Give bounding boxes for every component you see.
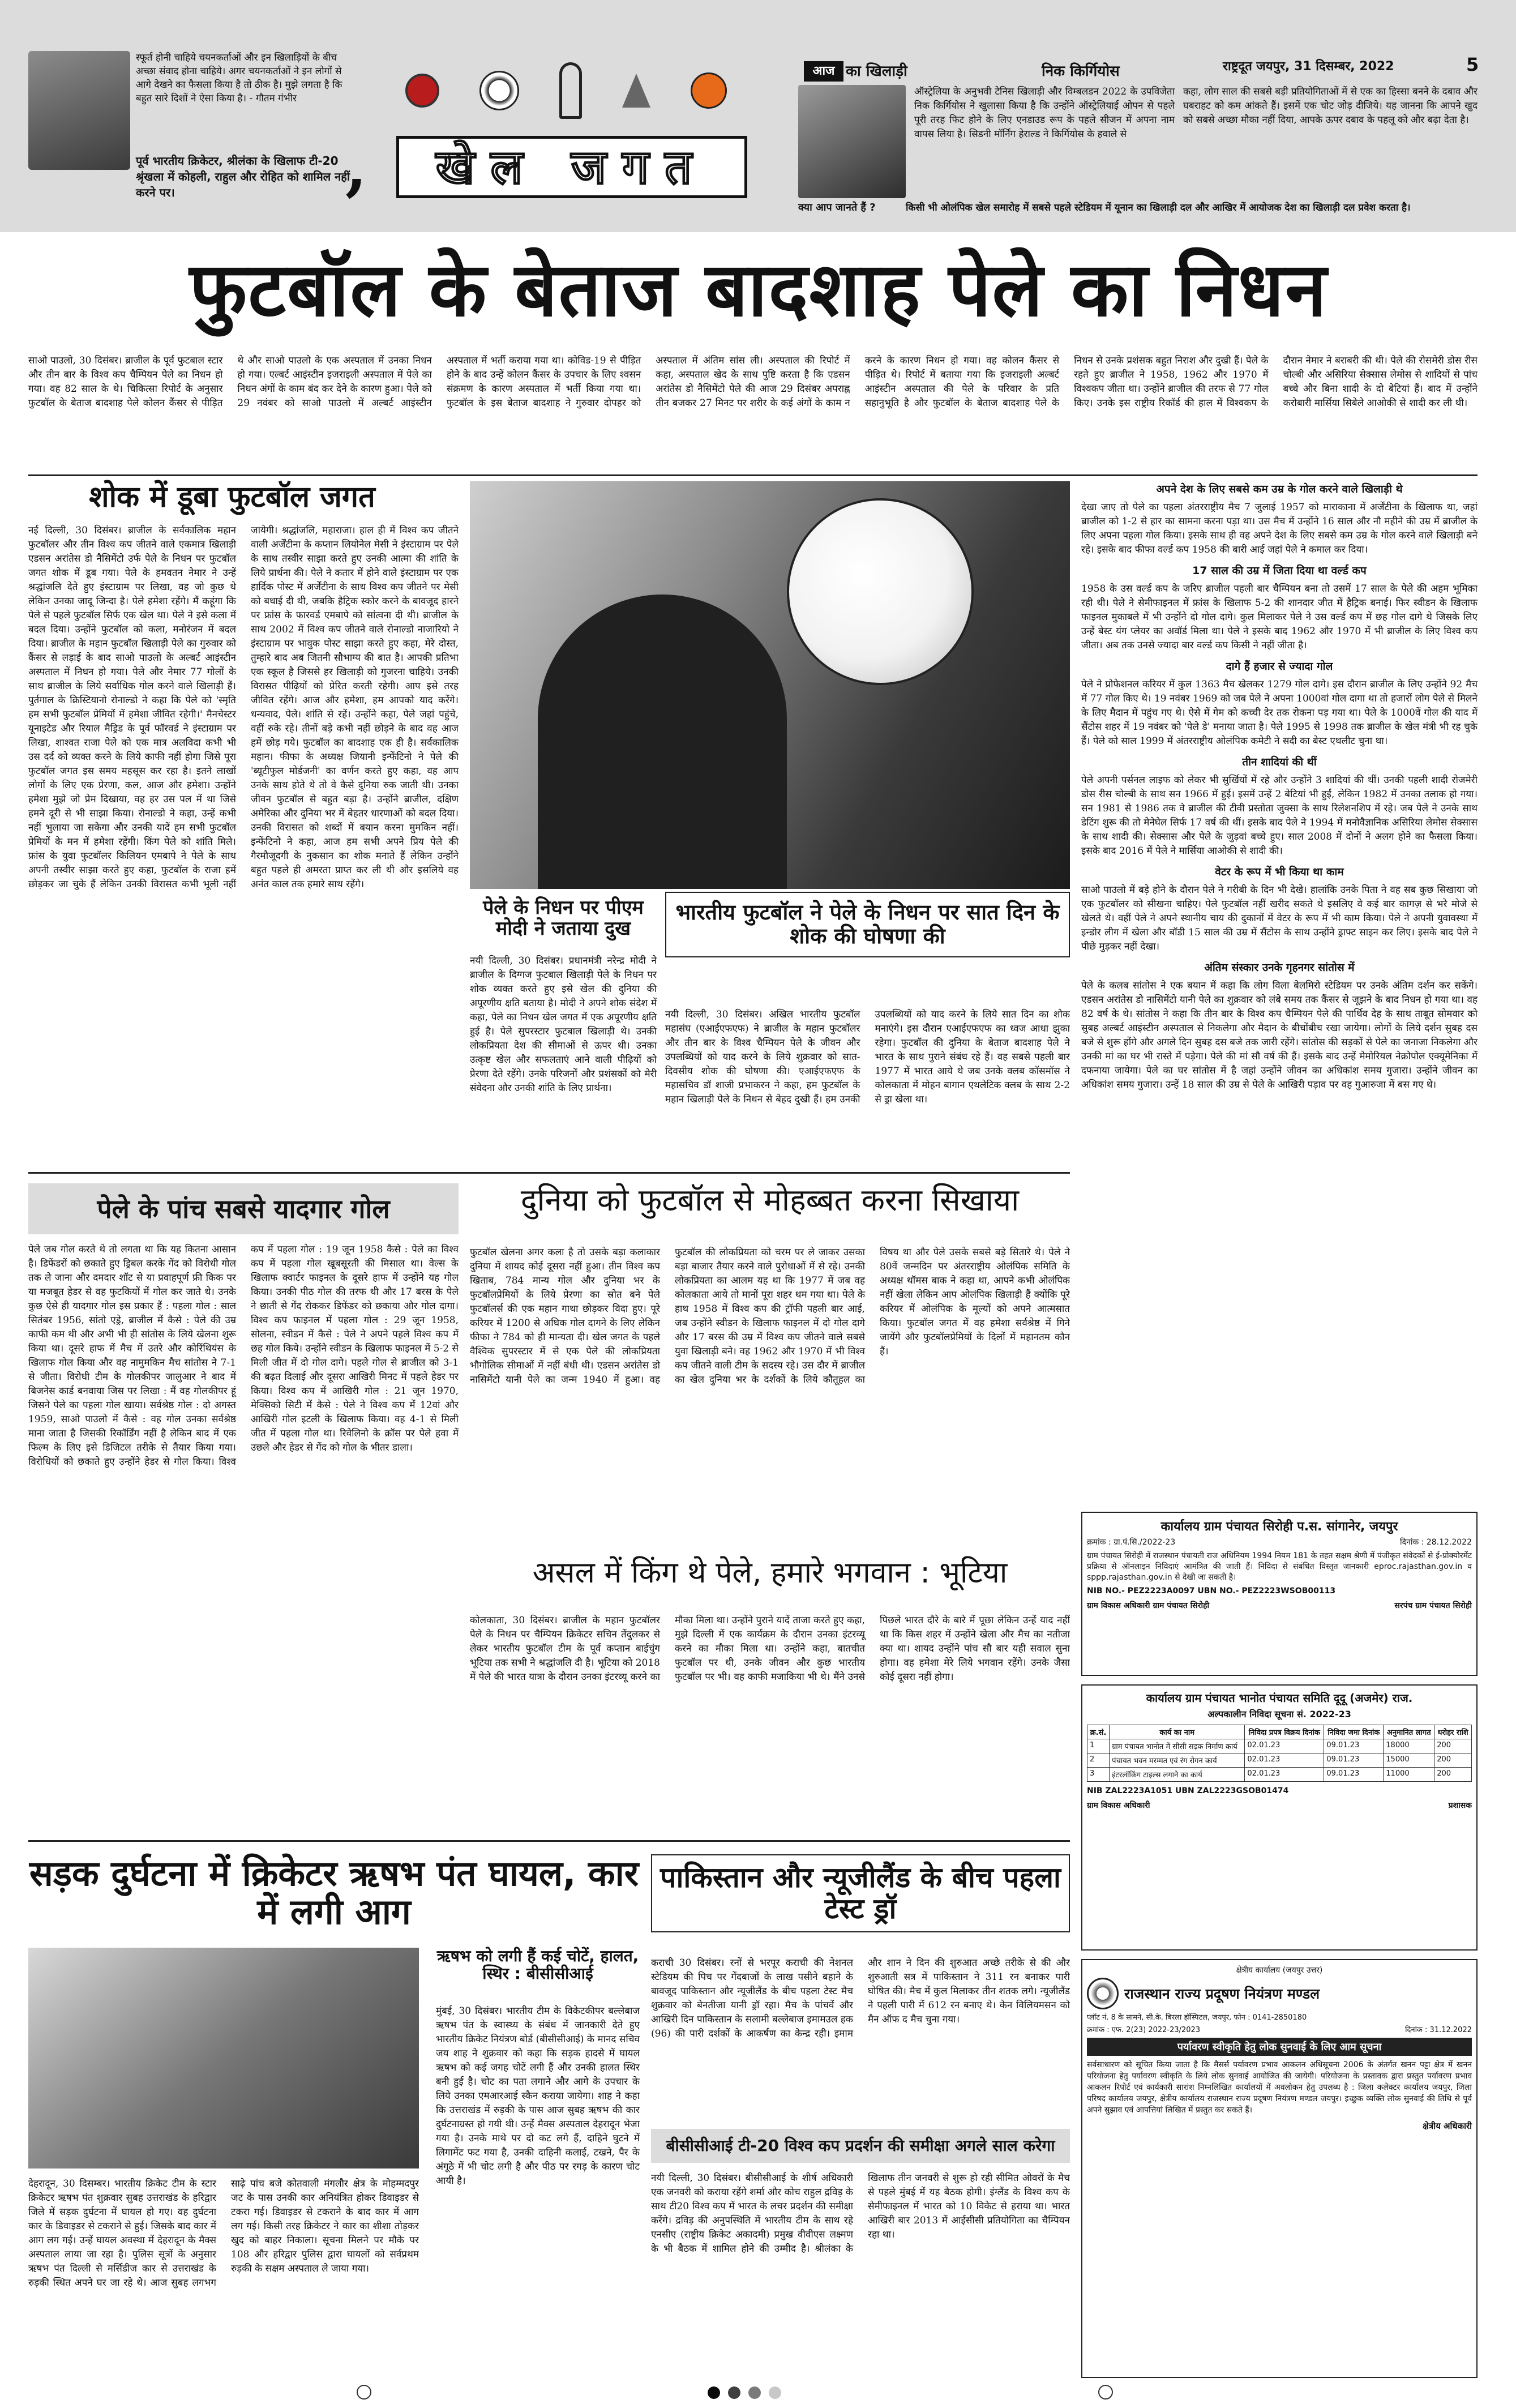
- right-column: [1081, 481, 1478, 1500]
- duniya-body: फुटबॉल खेलना अगर कला है तो उसके बड़ा कलाकार दुनिया में शायद कोई दूसरा नहीं हुआ। तीन विश्व कप खिताब, 784 मान्य गोल और दुनिया भर के फुटबॉलप्रेमियों के लिये प्रेरणा का स्रोत बने पेले फुटबॉलर्स की एक महान गाथा छोड़कर विदा हुए। पूरे करियर में 1200 से अधिक गोल दागने के लिए लेकिन फीफा ने 784 को ही मान्यता दी। खेल जगत के पहले वैश्विक सुपरस्टार में से एक पेले की लोकप्रियता भौगोलिक सीमाओं में नहीं बंधी थी। एडसन अरांतेस डो नासिमेंटो यानी पेले का जन्म 1940 में हुआ। वह फुटबॉल की लोकप्रियता को चरम पर ले जाकर उसका बड़ा बाजार तैयार करने वाले पुरोधाओं में से रहे। उनकी लोकप्रियता का आलम यह था कि 1977 में जब वह कोलकाता आये तो मानों पूरा शहर थम गया था। पेले के हाथ 1958 में विश्व कप की ट्रॉफी पहली बार आई, जब उन्होंने स्वीडन के खिलाफ फाइनल में दो गोल दागे और 17 बरस की उम्र में विश्व कप जीतने वाले सबसे युवा खिलाड़ी बने। वह 1962 और 1970 में भी विश्व कप जीतने वाली टीम के सदस्य रहे। उस दौर में ब्राजील का खेल दुनिया भर के दर्शकों के लिये कौतूहल का विषय था और पेले उसके सबसे बड़े सितारे थे। पेले ने 80वें जन्मदिन पर अंतरराष्ट्रीय ओलंपिक समिति के अध्यक्ष थॉमस बाक ने कहा था, आपने कभी ओलंपिक नहीं खेला लेकिन आप ओलंपिक खिलाड़ी हैं क्योंकि पूरे करियर में ओलंपिक के मूल्यों को अपने आत्मसात किया। फुटबॉल जगत में वह हमेशा सर्वश्रेष्ठ में गिने जायेंगे और फुटबॉलप्रेमियों के दिलों में महानतम कौन हैं।: [470, 1247, 1070, 1385]
- table-header-cell: धरोहर राशि: [1434, 1725, 1472, 1739]
- ka-khiladi-label: का खिलाड़ी: [846, 63, 907, 80]
- table-cell: 02.01.23: [1245, 1739, 1324, 1753]
- s4-body: पेले अपनी पर्सनल लाइफ को लेकर भी सुर्खियों में रहे और उन्होंने 3 शादियां की थीं। उनकी पहली शादी रोजमेरी डोस रीस चोल्बी के साथ सन 1966 में हुई। इसमें उन्हें 2 बेटियां भी हुईं, लेकिन 1982 में उनका तलाक हो गया। सन 1981 से 1986 तक वे ब्राजील की टीवी प्रस्तोता जुक्सा के साथ रिलेशनशिप में रहे। जब पेले ने उनके साथ डेटिंग शुरू की तो मेनेघेल सिर्फ 17 वर्ष की थीं। इसके बाद पेले ने 1994 में मनोवैज्ञानिक असिरिया लेमोस सेक्सास के साथ शादी की। सेक्सास और पेले के जुड़वां बच्चे हुए। साल 2008 में दोनों ने अलग होने का फैसला किया। इसके बाद 2016 में पेले ने मार्सिया आओकी से शादी की।: [1081, 775, 1478, 857]
- bcci-body: नयी दिल्ली, 30 दिसंबर। बीसीसीआई के शीर्ष अधिकारी एक जनवरी को कराया रहेंगे शर्मा और कोच राहुल द्रविड़ के साथ टी20 विश्व कप में भारत के लचर प्रदर्शन की समीक्षा करेंगे। द्रविड़ की अनुपस्थिति में भारतीय टीम के साथ रहे एनसीए (राष्ट्रीय क्रिकेट अकादमी) प्रमुख वीवीएस लक्ष्मण के भी बैठक में शामिल होने की उम्मीद है। श्रीलंका के खिलाफ तीन जनवरी से शुरू हो रही सीमित ओवरों के मैच से पहले मुंबई में यह बैठक होगी। इंग्लैंड के विश्व कप के सेमीफाइनल में भारत को 10 विकेट से हराया था। भारत आखिरी बार 2013 में आईसीसी प्रतियोगिता का चैम्पियन रहा था।: [651, 2172, 1070, 2255]
- table-header-cell: निविदा जमा दिनांक: [1324, 1725, 1384, 1739]
- rspcb-logo-icon: [1087, 1978, 1119, 2009]
- bhutia-body: कोलकाता, 30 दिसंबर। ब्राजील के महान फुटबॉलर पेले के निधन पर चैम्पियन क्रिकेटर सचिन तेंदुलकर से लेकर भारतीय फुटबॉल टीम के पूर्व कप्तान बाईचुंग भूटिया तक सभी ने श्रद्धांजलि दी है। भूटिया को 2018 में पेले की भारत यात्रा के दौरान उनका इंटरव्यू करने का मौका मिला था। उन्होंने पुराने यादें ताजा करते हुए कहा, मुझे दिल्ली में एक कार्यक्रम के दौरान उनका इंटरव्यू करने का मौका मिला था। उन्होंने कहा, बातचीत फुटबॉल पर थी, उनके जीवन और कुछ भारतीय फुटबॉल पर भी। वह काफी मजाकिया भी थे। मैंने उनसे पिछले भारत दौरे के बारे में पूछा लेकिन उन्हें याद नहीं था कि किस शहर में उन्होंने खेला और मैच का नतीजा क्या था। शायद उन्होंने पांच सौ बार यही सवाल सुना होगा। वह हमेशा मेरे लिये भगवान रहेंगे। उनके जैसा कोई दूसरा नहीं होगा।: [470, 1615, 1070, 1683]
- table-cell: 2: [1087, 1753, 1110, 1768]
- divider: [28, 1172, 1070, 1174]
- s5-title: वेटर के रूप में भी किया था काम: [1215, 866, 1344, 878]
- page-number: 5: [1466, 54, 1479, 75]
- ad-bhanot: [1081, 1684, 1478, 1951]
- ad2-table: [1087, 1725, 1472, 1782]
- table-header-cell: कार्य का नाम: [1110, 1725, 1245, 1739]
- pant-sub-headline: ऋषभ को लगी हैं कई चोटें, हालत, स्थिर : बीसीसीआई: [436, 1947, 639, 1983]
- s1-body: देखा जाए तो पेले का पहला अंतरराष्ट्रीय मैच 7 जुलाई 1957 को माराकाना में अर्जेंटीना के खिलाफ था, जहां ब्राजील को 1-2 से हार का सामना करना पड़ा था। उस मैच में उन्होंने 16 साल और नौ महीने की उम्र में ब्राजील के लिए अपना पहला गोल किया। इसके साथ ही वह अपने देश के लिए सबसे कम उम्र के गोल करने वाले खिलाड़ी बने रहे। इसके बाद फीफा वर्ल्ड कप 1958 की बारी आई जहां पेले ने कमाल कर दिया।: [1081, 502, 1478, 555]
- s3-body: पेले ने प्रोफेशनल करियर में कुल 1363 मैच खेलकर 1279 गोल दागे। इस दौरान ब्राजील के लिए उन्होंने 92 मैच में 77 गोल किए थे। 19 नवंबर 1969 को जब पेले ने अपना 1000वां गोल दागा था तो हजारों लोग पेले से मिलने के लिए मैदान में पहुंच गए थे। ऐसे में गेम को कच्ची देर तक रोकना पड़ गया था। पेले के 1000वें गोल की याद में सैंटोस शहर में 19 नवंबर को 'पेले डे' मनाया जाता है। पेले 1995 से 1998 तक ब्राजील के खेल मंत्री भी रह चुके हैं। पेले को साल 1999 में अंतरराष्ट्रीय ओलंपिक कमेटी ने सदी का बेस्ट एथलीट चुना था।: [1081, 679, 1478, 747]
- table-cell: 11000: [1384, 1768, 1434, 1782]
- ad1-nib: NIB NO.- PEZ2223A0097 UBN NO.- PEZ2223WSOB00113: [1087, 1586, 1336, 1596]
- table-cell: 15000: [1384, 1753, 1434, 1768]
- panch-body: पेले जब गोल करते थे तो लगता था कि यह कितना आसान है। डिफेंडरों को छकाते हुए ड्रिबल करके गेंद को विरोधी गोल तक ले जाना और दमदार शॉट से या प्रवाहपूर्ण फ्री किक पर या मजबूत हेडर से वह फुटकियों में गोल कर जाते थे। उनके कुछ ऐसे ही यादगार गोल इस प्रकार हैं : पहला गोल : साल सितंबर 1956, सांतो एड्रे, ब्राजील में कैसे : पेले की उम्र काफी कम थी और अभी भी ही सांतोस के लिये खेलना शुरू किया था। दूसरे हाफ में मैच में उतरे और कोरिंथियंस के खिलाफ गोल किया और वह नामुमकिन मैच सांतोस ने 7-1 से जीता। विरोधी टीम के गोलकीपर जालुआर ने बाद में बिजनेस कार्ड बनवाया जिस पर लिखा : मैं वह गोलकीपर हूं जिसने पेले का पहला गोल खाया। सर्वश्रेष्ठ गोल : दो अगस्त 1959, साओ पाउलो में कैसे : वह गोल उनका सर्वश्रेष्ठ माना जाता है जिसकी रिकॉर्डिंग नहीं है लेकिन बाद में एक फिल्म के लिए इसे डिजिटल तरीके से तैयार किया गया। विरोधियों को छकाते हुए उन्होंने हेडर से गोल किया। विश्व कप में पहला गोल : 19 जून 1958 कैसे : पेले का विश्व कप में पहला गोल खूबसूरती की मिसाल था। वेल्स के खिलाफ क्वार्टर फाइनल के दूसरे हाफ में उन्होंने यह गोल किया। उनकी पीठ गोल की तरफ थी और 17 बरस के पेले ने छाती से गेंद रोककर डिफेंडर को छकाया और गोल दागा। विश्व कप फाइनल में पहला गोल : 29 जून 1958, सोलना, स्वीडन में कैसे : पेले ने अपने पहले विश्व कप में छह गोल किये। उन्होंने स्वीडन के खिलाफ फाइनल में 5-2 से मिली जीत में दो गोल दागे। पहले गोल से ब्राजील को 3-1 की बढ़त दिलाई और दूसरा आखिरी मिनट में पहले हेडर पर किया। विश्व कप में आखिरी गोल : 21 जून 1970, मेक्सिको सिटी में कैसे : पेले ने विश्व कप में 12वां और आखिरी गोल इटली के खिलाफ किया। वह 4-1 से मिली जीत में पहला गोल था। रिवेलिनो के क्रॉस पर पेले हवा में उछले और हेडर से गेंद को गोल के भीतर डाला।: [28, 1244, 459, 1468]
- ad2-nib: NIB ZAL2223A1051 UBN ZAL2223GSOB01474: [1087, 1786, 1289, 1795]
- table-cell: 200: [1434, 1753, 1472, 1768]
- gambhir-portrait: [28, 51, 130, 170]
- ad1-sign-left: ग्राम विकास अधिकारी ग्राम पंचायत सिरोही: [1087, 1601, 1210, 1610]
- pak-headline: पाकिस्तान और न्यूजीलैंड के बीच पहला टेस्ट ड्रॉ: [651, 1854, 1070, 1932]
- table-cell: 200: [1434, 1768, 1472, 1782]
- racket-icon: [559, 62, 582, 119]
- table-cell: 09.01.23: [1324, 1753, 1384, 1768]
- duniya-headline: दुनिया को फुटबॉल से मोहब्बत करना सिखाया: [520, 1182, 1020, 1218]
- pm-body: नयी दिल्ली, 30 दिसंबर। प्रधानमंत्री नरेन्द्र मोदी ने ब्राजील के दिग्गज फुटबाल खिलाड़ी पेले के निधन पर शोक व्यक्त करते हुए इसे खेल की दुनिया की अपूरणीय क्षति बताया है। मोदी ने अपने शोक संदेश में कहा, पेले का निधन खेल जगत में एक अपूरणीय क्षति हुई है। पेले सुपरस्टार फुटबाल खिलाड़ी थे। उनकी लोकप्रियता देश की सीमाओं से ऊपर थी। उनका उत्कृष्ट खेल और सफलताएं आने वाली पीढ़ियों को प्रेरणा देते रहेंगे। उनके परिजनों और प्रशंसकों को मेरी संवेदना और उनकी शांति के लिए प्रार्थना।: [470, 955, 657, 1094]
- s2-body: 1958 के उस वर्ल्ड कप के जरिए ब्राजील पहली बार चैम्पियन बना तो उसमें 17 साल के पेले की अहम भूमिका रही थी। पेले ने सेमीफाइनल में फ्रांस के खिलाफ 5-2 की शानदार जीत में हैट्रिक बनाई। फिर स्वीडन के खिलाफ फाइनल मुकाबले में भी उन्होंने दो गोल दागे। कुल मिलाकर पेले ने उस वर्ल्ड कप में छह गोल दागे थे जिसके लिए उन्हें बेस्ट यंग प्लेयर का अवॉर्ड मिला था। पेले ने इसके बाद 1962 और 1970 में भी ब्राजील के लिए विश्व कप जीता। अब तक उनसे ज्यादा बार वर्ल्ड कप किसी ने नहीं जीता है।: [1081, 583, 1478, 651]
- shok-body: नई दिल्ली, 30 दिसंबर। ब्राजील के सर्वकालिक महान फुटबॉलर और तीन विश्व कप जीतने वाले एकमात्र खिलाड़ी एडसन अरांतेस डो नैसिमेंटो उर्फ पेले के निधन पर फुटबॉल जगत शोक में डूब गया। पेले के हमवतन नेमार ने उन्हें श्रद्धांजलि देते हुए इंस्टाग्राम पर लिखा, वह जो कुछ थे लेकिन उनका जादू जिन्दा है। पेले हमेशा रहेंगे। मैं कहूंगा कि पेले से पहले फुटबॉल सिर्फ एक खेल था। पेले ने इसे कला में बदल दिया। उन्होंने फुटबॉल को कला, मनोरंजन में बदल दिया। ब्राजील के महान फुटबॉल खिलाड़ी पेले का गुरुवार को कैंसर से लड़ाई के बाद साओ पाउलो के अल्बर्ट आइंस्टीन अस्पताल में निधन हो गया। पेले और नेमार 77 गोलों के साथ ब्राजील के लिये सर्वाधिक गोल करने वाले खिलाड़ी हैं। पुर्तगाल के क्रिस्टियानो रोनाल्डो ने कहा कि पेले को 'स्मृति हम सभी फुटबॉल प्रेमियों में हमेशा जीवित रहेगी।' मैनचेस्टर यूनाइटेड और रियाल मैड्रिड के पूर्व फॉरवर्ड ने इंस्टाग्राम पर लिखा, शाश्वत राजा पेले को एक मात्र अलविदा कभी भी उस दर्द को व्यक्त करने के लिये काफी नहीं होगा जिसे पूरा फुटबॉल जगत इस समय महसूस कर रहा है। इतने लाखों लोगों के लिए एक प्रेरणा, कल, आज और हमेशा। उन्होंने हमेशा मुझे जो प्रेम दिखाया, वह हर उस पल में था जिसे हमने दूरी से भी साझा किया। रोनाल्डो ने कहा, उन्हें कभी नहीं भुलाया जा सकेगा और उनकी यादें हम सभी फुटबॉल प्रेमियों के मन में हमेशा रहेंगी। किंग पेले को शांति मिले। फ्रांस के युवा फुटबॉलर किलियन एमबापे ने पेले के साथ अपनी तस्वीर साझा करते हुए कहा, फुटबॉल के राजा हमें छोड़कर जा चुके हैं लेकिन उनकी विरासत कभी भूली नहीं जायेगी। श्रद्धांजलि, महाराजा। हाल ही में विश्व कप जीतने वाली अर्जेंटीना के कप्तान लियोनेल मेसी ने इंस्टाग्राम पर पेले के साथ तस्वीर साझा करते हुए उनकी आत्मा की शांति के लिये प्रार्थना की। पेले ने कतार में होने वाले इंस्टाग्राम पर एक हार्दिक पोस्ट में अर्जेंटीना के साथ विश्व कप जीतने पर मेसी को बधाई दी थी, जबकि हैट्रिक स्कोर करने के बावजूद हारने पर फ्रांस के फारवर्ड एमबापे को सांत्वना दी थी। ब्राजील के साथ 2002 में विश्व कप जीतने वाले रोनाल्डो नाजारियो ने इंस्टाग्राम पर भावुक पोस्ट साझा करते हुए कहा, मेरे दोस्त, तुम्हारे बाद अब जितनी सौभाग्य की बात है। आपकी प्रतिभा एक स्कूल है जिससे हर खिलाड़ी को गुजरना चाहिये। उनकी विरासत पीढ़ियों को प्रेरित करती रहेगी। आप इसे तरह जीवित रहेंगे। आज और हमेशा, हम आपको याद करेंगे। धन्यवाद, पेले। शांति से रहें। उन्होंने कहा, पेले जहां पहुंचे, वहीं रुके रहे। तीनों बड़े कभी नहीं छोड़ने के बाद वह आज हमें छोड़ गये। फुटबॉल का बादशाह एक ही है। सर्वकालिक महान। फीफा के अध्यक्ष जियानी इन्फेंटिनो ने पेले की 'ब्यूटीफुल मोर्डजनी' का वर्णन करते हुए कहा, वह आप उनके साथ होते थे तो वे कैसे दुनिया रुक जाती थी। उनका जीवन फुटबॉल से बहुत बड़ा है। उन्होंने ब्राजील, दक्षिण अमेरिका और दुनिया भर में बेहतर धारणाओं को बदल दिया। उनकी विरासत को शब्दों में बयान करना मुमकिन नहीं। इन्फेंटिनो ने कहा, आज हम सभी अपने प्रिय पेले की गैरमौजूदगी के नुकसान का शोक मनाते हैं लेकिन उन्होंने बहुत पहले ही अमरता प्राप्त कर ली थी और इसलिये वह अनंत काल तक हमारे साथ रहेंगे।: [28, 525, 459, 890]
- ad3-date: दिनांक : 31.12.2022: [1405, 2026, 1472, 2034]
- ad-sirohi: [1081, 1512, 1478, 1676]
- table-cell: 1: [1087, 1739, 1110, 1753]
- player-photo: [798, 85, 906, 198]
- table-cell: 18000: [1384, 1739, 1434, 1753]
- table-row: [1087, 1739, 1472, 1753]
- registration-dot: [748, 2386, 761, 2399]
- shok-headline: शोक में डूबा फुटबॉल जगत: [89, 480, 375, 514]
- table-cell: इंटरलॉकिंग टाइल्स लगाने का कार्य: [1110, 1768, 1245, 1782]
- table-header-cell: अनुमानित लागत: [1384, 1725, 1434, 1739]
- table-header-cell: क्र.सं.: [1087, 1725, 1110, 1739]
- s2-title: 17 साल की उम्र में जिता दिया था वर्ल्ड कप: [1192, 564, 1367, 577]
- pant-body: देहरादून, 30 दिसम्बर। भारतीय क्रिकेट टीम के स्टार क्रिकेटर ऋषभ पंत शुक्रवार सुबह उत्तराखंड के हरिद्वार जिले में सड़क दुर्घटना में घायल हो गए। वह दुर्घटना कार के डिवाइडर से टकराने से हुई। जिसके बाद कार में आग लग गई। उन्हें घायल अवस्था में देहरादून के मैक्स अस्पताल लाया जा रहा है। पुलिस सूत्रों के अनुसार ऋषभ पंत दिल्ली से मर्सिडीज कार से उत्तराखंड के रुड़की स्थित अपने घर जा रहे थे। आज सुबह लगभग साढ़े पांच बजे कोतवाली मंगलौर क्षेत्र के मोहम्मदपुर जट के पास उनकी कार अनियंत्रित होकर डिवाइडर से टकरा गई। डिवाइडर से टकराने के बाद कार में आग लग गई। किसी तरह क्रिकेटर ने कार का शीशा तोड़कर खुद को बाहर निकाला। सूचना मिलने पर मौके पर 108 और हरिद्वार पुलिस द्वारा घायलों को सर्वप्रथम रुड़की के सक्षम अस्पताल ले जाया गया।: [28, 2178, 419, 2289]
- ad3-sign: क्षेत्रीय अधिकारी: [1423, 2121, 1472, 2131]
- quote-text: स्फूर्त होनी चाहिये चयनकर्ताओं और इन खिलाड़ियों के बीच अच्छा संवाद होना चाहिये। अगर चयनकर्ताओं ने इन लोगों से आगे देखने का फैसला किया है तो ठीक है। मुझे लगता है कि बहुत सारे दिशों ने ऐसा किया है। - गौतम गंभीर: [136, 52, 342, 104]
- crop-mark-icon: [357, 2385, 371, 2400]
- football-in-photo-icon: [787, 498, 974, 685]
- registration-dot: [769, 2386, 781, 2399]
- pant-sub-body: मुंबई, 30 दिसंबर। भारतीय टीम के विकेटकीपर बल्लेबाज ऋषभ पंत के स्वास्थ्य के संबंध में जानकारी देते हुए भारतीय क्रिकेट नियंत्रण बोर्ड (बीसीसीआई) के मानद सचिव जय शाह ने शुक्रवार को कहा कि सड़क हादसे में घायल ऋषभ को कई जगह चोटें लगी हैं और उनकी हालत स्थिर बनी हुई है। चोट का पता लगाने और आगे के उपचार के लिये उनका एमआरआई स्कैन कराया जायेगा। शाह ने कहा कि उत्तराखंड में रुड़की के पास आज सुबह ऋषभ की कार दुर्घटनाग्रस्त हो गयी थी। उन्हें मैक्स अस्पताल देहरादून भेजा गया है। उनके माथे पर दो कट लगे हैं, दाहिने घुटने में लिगामेंट फट गया है, उनकी दाहिनी कलाई, टखने, पैर के अंगूठे में भी चोट लगी है और पीठ पर रगड़ के कारण चोट आयी है।: [436, 2005, 640, 2187]
- football-icon: [479, 71, 519, 110]
- table-cell: 09.01.23: [1324, 1768, 1384, 1782]
- bhutia-headline: असल में किंग थे पेले, हमारे भगवान : भूटिया: [532, 1556, 1008, 1590]
- crop-mark-icon: [1098, 2385, 1113, 2400]
- ad3-office: क्षेत्रीय कार्यालय (जयपुर उत्तर): [1236, 1966, 1323, 1975]
- s5-body: साओ पाउलो में बड़े होने के दौरान पेले ने गरीबी के दिन भी देखे। हालांकि उनके पिता ने वह सब कुछ सिखाया जो एक फुटबॉलर को सीखना चाहिए। पेले फुटबॉल नहीं खरीद सकते थे इसलिए वे कई बार कागज़ से भरे मोजे से खेलते थे। वहीं पेले ने अपने स्थानीय चाय की दुकानों में वेटर के रूप में भी काम किया। पेले ने अपनी युवावस्था में इन्डोर लीग में खेला और बॉडी 15 साल की उम्र में सैंटोस के साथ उन्होंने ड्राफ्ट साइन कर लिए। इसके बाद पेले ने पीछे मुड़कर नहीं देखा।: [1081, 884, 1478, 952]
- ad3-address: प्लॉट नं. 8 के सामने, सी.के. बिरला हॉस्पिटल, जयपुर, फोन : 0141-2850180: [1087, 2013, 1307, 2022]
- table-cell: 09.01.23: [1324, 1739, 1384, 1753]
- color-registration-dots: [708, 2386, 789, 2401]
- bcci-headline: बीसीसीआई टी-20 विश्व कप प्रदर्शन की समीक्षा अगले साल करेगा: [651, 2129, 1070, 2163]
- cricket-ball-icon: [405, 74, 439, 108]
- ad-rspcb: [1081, 1959, 1478, 2378]
- pele-photo: [470, 481, 1070, 889]
- s3-title: दागे हैं हजार से ज्यादा गोल: [1226, 660, 1333, 673]
- ad1-ref: क्रमांक : ग्रा.पं.सि./2022-23: [1087, 1538, 1176, 1547]
- table-cell: पंचायत भवन मरम्मत एवं रंग रोगन कार्य: [1110, 1753, 1245, 1768]
- divider: [28, 474, 1478, 476]
- table-cell: 200: [1434, 1739, 1472, 1753]
- trivia-text: किसी भी ओलंपिक खेल समारोह में सबसे पहले स्टेडियम में यूनान का खिलाड़ी दल और आखिर में आयोजक देश का खिलाड़ी दल प्रवेश करता है।: [906, 202, 1411, 213]
- s6-body: पेले के कलब सांतोस ने एक बयान में कहा कि लोग विला बेलमिरो स्टेडियम पर उनके अंतिम दर्शन कर सकेंगे। एडसन अरांतेस डो नासिमेंटो यानी पेले का शुक्रवार को लंबे समय तक कैंसर से जूझने के बाद निधन हो गया था। वह 82 वर्ष के थे। सांतोस ने कहा कि तीन बार के विश्व कप चैम्पियन पेले की पार्थिव देह के साथ ताबूत सोमवार को सुबह अल्बर्ट आइंस्टीन अस्पताल से निकलेगा और मैदान के बीचोंबीच रखा जायेगा। लोगों के लिये दर्शन सुबह दस बजे से शुरू होंगे और अगले दिन सुबह दस बजे तक जारी रहेंगे। सांतोस की सड़कों से पेले का जनाजा निकलेगा और उनकी मां का घर भी रास्ते में पड़ेगा। पेले की मां सौ वर्ष की हैं। इसके बाद उन्हें मेमोरियल नेक्रोपोल एक्यूमेनिका में दफनाया जायेगा। पेले का घर सांतोस में है जहां उन्होंने जीवन का अधिकांश समय गुजारा। उन्होंने जीवन का अधिकांश समय गुजारा। उन्हें 18 साल की उम्र से पेले के आखिरी पड़ाव पर वह गुआरुजा में बस गए थे।: [1081, 980, 1478, 1090]
- table-row: [1087, 1753, 1472, 1768]
- ad1-date: दिनांक : 28.12.2022: [1400, 1538, 1472, 1547]
- ad3-number: क्रमांक : एफ. 2(23) 2022-23/2023: [1087, 2026, 1201, 2034]
- divider: [28, 1840, 1070, 1842]
- pak-body: कराची 30 दिसंबर। रनों से भरपूर कराची की नेशनल स्टेडियम की पिच पर गेंदबाजों के लाख पसीने बहाने के बावजूद पाकिस्तान और न्यूजीलैंड के बीच पहला टेस्ट मैच शुक्रवार को बेनतीजा यानी ड्रॉ रहा। मैच के पांचवें और आखिरी दिन पाकिस्तान के सलामी बल्लेबाज इमामउल हक (96) की पारी दर्शकों के आकर्षण का केन्द्र रही। इमाम और शान ने दिन की शुरुआत अच्छे तरीके से की और शुरुआती सत्र में पाकिस्तान ने 311 रन बनाकर पारी घोषित की। मैच में कुल मिलाकर तीन शतक लगे। न्यूजीलैंड ने पहली पारी में 612 रन बनाए थे। केन विलियमसन को मैन ऑफ द मैच चुना गया।: [651, 1957, 1070, 2039]
- lead-body: साओ पाउलो, 30 दिसंबर। ब्राजील के पूर्व फुटबाल स्टार और तीन बार के विश्व कप चैम्पियन पेले का निधन हो गया। वह 82 साल के थे। चिकित्सा रिपोर्ट के अनुसार फुटबॉल के बेताज बादशाह पेले कोलन कैंसर से पीड़ित थे और साओ पाउलो के एक अस्पताल में उनका निधन हो गया। एल्बर्ट आइंस्टीन इजराइली अस्पताल में पेले का निधन अंगों के काम बंद कर देने के कारण हुआ। पेले को 29 नवंबर को साओ पाउलो में अल्बर्ट आइंस्टीन अस्पताल में भर्ती कराया गया था। कोविड-19 से पीड़ित होने के बाद उन्हें कोलन कैंसर के उपचार के लिए श्वसन संक्रमण के कारण अस्पताल में भर्ती किया गया था। फुटबॉल के इस बेताज बादशाह ने गुरुवार दोपहर को अस्पताल में अंतिम सांस ली। अस्पताल की रिपोर्ट में कहा, अस्पताल खेद के साथ पुष्टि करता है कि एडसन अरांतेस डो नैसिमेंटो पेले की आज 29 दिसंबर अपराह्न तीन बजकर 27 मिनट पर शरीर के कई अंगों के काम न करने के कारण निधन हो गया। वह कोलन कैंसर से पीड़ित थे। रिपोर्ट में बताया गया कि इजराइली अल्बर्ट आइंस्टीन अस्पताल की पेले के परिवार के प्रति सहानुभूति है और फुटबॉल के बेताज बादशाह पेले के निधन से उनके प्रशंसक बहुत निराश और दुखी हैं। पेले के रहते हुए ब्राजील ने 1958, 1962 और 1970 में विश्वकप जीता था। उन्होंने ब्राजील की तरफ से 77 गोल किए। उनके इस राष्ट्रीय रिकॉर्ड की हाल में विश्वकप के दौरान नेमार ने बराबरी की थी। पेले की रोसमेरी डोस रीस चोल्बी और असिरिया सेक्सास लेमोस से शादियों से पांच बच्चे और बिना शादी के दो बेटियां हैं। बाद में उन्होंने करोबारी मार्सिया सिबेले आओकी से शादी कर ली थी।: [28, 355, 1478, 409]
- shuttle-icon: [622, 74, 650, 108]
- ad2-subtitle: अल्पकालीन निविदा सूचना सं. 2022-23: [1207, 1709, 1351, 1720]
- pm-headline: पेले के निधन पर पीएम मोदी ने जताया दुख: [483, 896, 644, 940]
- quote-headline: पूर्व भारतीय क्रिकेटर, श्रीलंका के खिलाफ टी-20 श्रृंखला में कोहली, राहुल और रोहित को शामिल नहीं करने पर।: [136, 154, 350, 199]
- trivia-question: क्या आप जानते हैं ?: [798, 202, 876, 213]
- sports-icons: [385, 51, 747, 130]
- registration-dot: [708, 2386, 720, 2399]
- aiff-body: नयी दिल्ली, 30 दिसंबर। अखिल भारतीय फुटबॉल महासंघ (एआईएफएफ) ने ब्राजील के महान फुटबॉलर और तीन बार के विश्व चैम्पियन पेले के जीवन और उपलब्धियों को याद करने के लिये शुक्रवार को सात-दिवसीय शोक की घोषणा की। एआईएफएफ के महासचिव डॉ शाजी प्रभाकरन ने कहा, हम फुटबॉल के महान खिलाड़ी पेले के निधन से बेहद दुखी हैं। हम उनकी उपलब्धियों को याद करने के लिये सात दिन का शोक मनाएंगे। इस दौरान एआईएफएफ का ध्वज आधा झुका रहेगा। फुटबॉल की दुनिया के बेताज बादशाह पेले ने भारत के साथ पुराने संबंध रहे हैं। वह सबसे पहली बार 1977 में भारत आये थे जब उनके क्लब कॉसमॉस ने कोलकाता में मोहन बागान एथलेटिक क्लब के साथ 2-2 से ड्रा खेला था।: [665, 1009, 1070, 1105]
- ad1-text: ग्राम पंचायत सिरोही में राजस्थान पंचायती राज अधिनियम 1994 नियम 181 के तहत सक्षम श्रेणी में पंजीकृत संवेदकों से ई-प्रोक्योरमेंट प्रक्रिया से ऑनलाइन निविदाएं आमंत्रित की जाती हैं। निविदा से संबंधित विस्तृत जानकारी eproc.rajasthan.gov.in व sppp.rajasthan.gov.in से देखी जा सकती है।: [1087, 1551, 1472, 1582]
- ad3-body: सर्वसाधारण को सूचित किया जाता है कि मैसर्स पर्यावरण प्रभाव आकलन अधिसूचना 2006 के अंतर्गत खनन पट्टा क्षेत्र में खनन परियोजना हेतु पर्यावरण स्वीकृति के लिये लोक सुनवाई आयोजित की जायेगी। परियोजना के प्रस्तावक द्वारा प्रस्तुत पर्यावरण प्रभाव आकलन रिपोर्ट एवं कार्यकारी सारांश निम्नलिखित कार्यालयों में अवलोकन हेतु उपलब्ध है : जिला कलेक्टर कार्यालय जयपुर, जिला परिषद कार्यालय जयपुर, क्षेत्रीय कार्यालय राजस्थान राज्य प्रदूषण नियंत्रण मण्डल जयपुर। इच्छुक व्यक्ति लोक सुनवाई की तिथि से पूर्व अपने सुझाव एवं आपत्तियां लिखित में प्रस्तुत कर सकते हैं।: [1087, 2060, 1472, 2115]
- player-text-2: कहा, लोग साल की सबसे बड़ी प्रतियोगिताओं में से एक का हिस्सा बनने के दबाव और घबराहट को कम आंकते हैं। इसमें एक चोट जोड़ दीजिये। यह जानना कि आपने खुद को सबसे अच्छा मौका नहीं दिया, आपके ऊपर दबाव के पहलू को और बढ़ा देता है।: [1183, 86, 1478, 126]
- ad2-sign-right: प्रशासक: [1448, 1801, 1472, 1810]
- quote-mark-icon: ,: [345, 130, 367, 203]
- ad2-title: कार्यालय ग्राम पंचायत भानोत पंचायत समिति दूदू (अजमेर) राज.: [1146, 1691, 1413, 1705]
- player-name: निक किर्गियोस: [1042, 63, 1120, 80]
- pant-headline: सड़क दुर्घटना में क्रिकेटर ऋषभ पंत घायल, कार में लगी आग: [29, 1853, 639, 1933]
- ad2-sign-left: ग्राम विकास अधिकारी: [1087, 1801, 1150, 1810]
- table-row: [1087, 1768, 1472, 1782]
- table-cell: 02.01.23: [1245, 1768, 1324, 1782]
- basketball-icon: [691, 72, 727, 109]
- s1-title: अपने देश के लिए सबसे कम उम्र के गोल करने वाले खिलाड़ी थे: [1156, 483, 1403, 495]
- s6-title: अंतिम संस्कार उनके गृहनगर सांतोस में: [1204, 961, 1355, 974]
- table-header-cell: निविदा प्रपत्र विक्रय दिनांक: [1245, 1725, 1324, 1739]
- section-title: खेल जगत: [396, 136, 747, 198]
- pele-figure: [538, 594, 787, 889]
- aaj-label: आज: [804, 61, 843, 82]
- lead-headline: फुटबॉल के बेताज बादशाह पेले का निधन: [189, 246, 1328, 333]
- date-line: राष्ट्रदूत जयपुर, 31 दिसम्बर, 2022: [1223, 59, 1394, 74]
- ad1-title: कार्यालय ग्राम पंचायत सिरोही प.स. सांगानेर, जयपुर: [1160, 1520, 1398, 1534]
- ad3-heading: पर्यावरण स्वीकृति हेतु लोक सुनवाई के लिए आम सूचना: [1087, 2038, 1472, 2056]
- ad3-title: राजस्थान राज्य प्रदूषण नियंत्रण मण्डल: [1124, 1986, 1320, 2002]
- pant-photo: [28, 1948, 419, 2169]
- table-cell: 3: [1087, 1768, 1110, 1782]
- ad1-sign-right: सरपंच ग्राम पंचायत सिरोही: [1394, 1601, 1472, 1610]
- panch-headline: पेले के पांच सबसे यादगार गोल: [28, 1183, 459, 1234]
- player-text-1: ऑस्ट्रेलिया के अनुभवी टेनिस खिलाड़ी और विम्बलडन 2022 के उपविजेता निक किर्गियोस ने खुलासा किया है कि उन्होंने ऑस्ट्रेलियाई ओपन से पहले पूरी तरह फिट होने के लिए एनडाउड रूप के पहले सीजन में अपना नाम वापस लिया है। सिडनी मॉर्निंग हेराल्ड ने किर्गियोस के हवाले से: [914, 86, 1175, 140]
- registration-dot: [728, 2386, 740, 2399]
- table-cell: ग्राम पंचायत भानोत में सीसी सड़क निर्माण कार्य: [1110, 1739, 1245, 1753]
- s4-title: तीन शादियां की थीं: [1242, 756, 1317, 768]
- table-cell: 02.01.23: [1245, 1753, 1324, 1768]
- aiff-headline: भारतीय फुटबॉल ने पेले के निधन पर सात दिन के शोक की घोषणा की: [665, 892, 1070, 957]
